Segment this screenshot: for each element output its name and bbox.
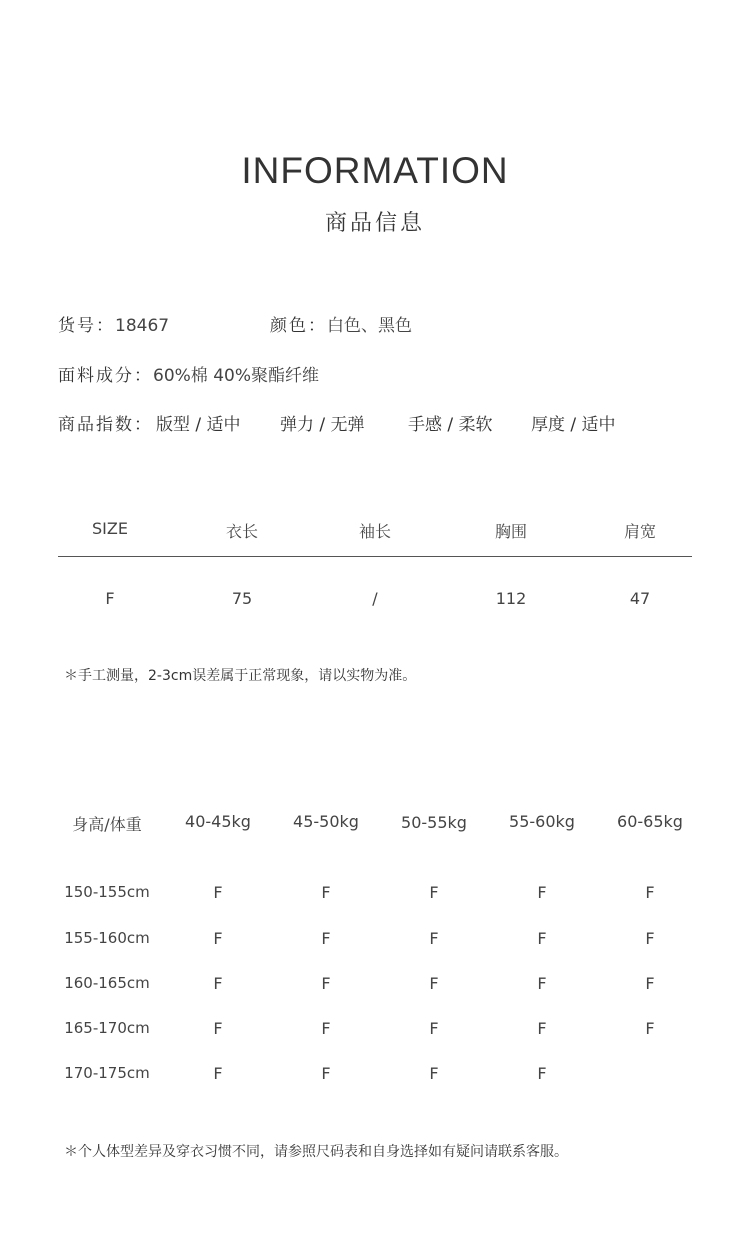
- fit-header-weight: 55-60kg: [509, 812, 575, 831]
- fabric-label: 面料成分：: [58, 366, 153, 386]
- index-item-thickness: 厚度 / 适中: [531, 415, 616, 435]
- fit-cell: F: [537, 929, 547, 948]
- fit-header-weight: 50-55kg: [401, 813, 467, 832]
- fit-cell: F: [429, 929, 439, 948]
- fit-cell: F: [321, 1019, 331, 1038]
- size-cell-sleeve: /: [372, 589, 378, 608]
- color-label: 颜色：: [270, 316, 327, 336]
- fit-note: ＊个人体型差异及穿衣习惯不同，请参照尺码表和自身选择如有疑问请联系客服。: [64, 1144, 568, 1160]
- fit-cell: F: [321, 929, 331, 948]
- sku-label: 货号：: [58, 316, 115, 336]
- fit-cell: F: [213, 929, 223, 948]
- fit-row-height: 150-155cm: [64, 883, 150, 901]
- size-header-length: 衣长: [225, 522, 258, 541]
- sku-value: 18467: [115, 316, 170, 336]
- index-item-stretch: 弹力 / 无弹: [280, 415, 365, 435]
- size-cell-length: 75: [231, 589, 253, 608]
- fit-cell: F: [213, 1064, 223, 1083]
- index-item-fit: 版型 / 适中: [156, 415, 241, 435]
- fabric-row: [58, 361, 319, 386]
- fit-cell: F: [213, 974, 223, 993]
- size-cell-chest: 112: [495, 589, 527, 608]
- page-title-en: INFORMATION: [241, 150, 509, 191]
- size-cell-shoulder: 47: [629, 589, 651, 608]
- fit-cell: F: [537, 1019, 547, 1038]
- index-row: [58, 410, 698, 434]
- fit-cell: F: [537, 1064, 547, 1083]
- size-table-divider: [58, 556, 692, 557]
- color-value: 白色、黑色: [327, 316, 412, 336]
- size-header-size: SIZE: [92, 519, 128, 538]
- fit-row-height: 155-160cm: [64, 929, 150, 947]
- fit-cell: F: [213, 883, 223, 902]
- measurement-note: ＊手工测量，2-3cm误差属于正常现象，请以实物为准。: [64, 668, 417, 684]
- fit-cell: F: [213, 1019, 223, 1038]
- fit-cell: F: [321, 1064, 331, 1083]
- page-title-zh: 商品信息: [324, 211, 425, 236]
- size-header-chest: 胸围: [494, 522, 527, 541]
- fit-header-weight: 45-50kg: [293, 812, 359, 831]
- fit-cell: F: [429, 883, 439, 902]
- index-label: 商品指数：: [58, 415, 153, 435]
- fabric-value: 60%棉 40%聚酯纤维: [153, 366, 319, 386]
- fit-cell: F: [537, 883, 547, 902]
- fit-cell: F: [645, 929, 655, 948]
- fit-cell: F: [429, 1064, 439, 1083]
- fit-row-height: 165-170cm: [64, 1019, 150, 1037]
- fit-cell: F: [321, 883, 331, 902]
- index-item-feel: 手感 / 柔软: [408, 415, 493, 435]
- fit-cell: F: [645, 883, 655, 902]
- fit-cell: F: [429, 1019, 439, 1038]
- fit-cell: F: [429, 974, 439, 993]
- fit-cell: F: [537, 974, 547, 993]
- size-header-shoulder: 肩宽: [623, 522, 656, 541]
- fit-row-height: 170-175cm: [64, 1064, 150, 1082]
- fit-cell: F: [645, 1019, 655, 1038]
- fit-row-height: 160-165cm: [64, 974, 150, 992]
- fit-cell: F: [321, 974, 331, 993]
- sku-row: [58, 311, 169, 336]
- size-cell-size: F: [105, 589, 115, 608]
- fit-header-weight: 60-65kg: [617, 812, 683, 831]
- fit-header-weight: 40-45kg: [185, 812, 251, 831]
- fit-header-corner: 身高/体重: [72, 815, 142, 834]
- color-row: [270, 311, 412, 336]
- fit-cell: F: [645, 974, 655, 993]
- size-header-sleeve: 袖长: [358, 522, 391, 541]
